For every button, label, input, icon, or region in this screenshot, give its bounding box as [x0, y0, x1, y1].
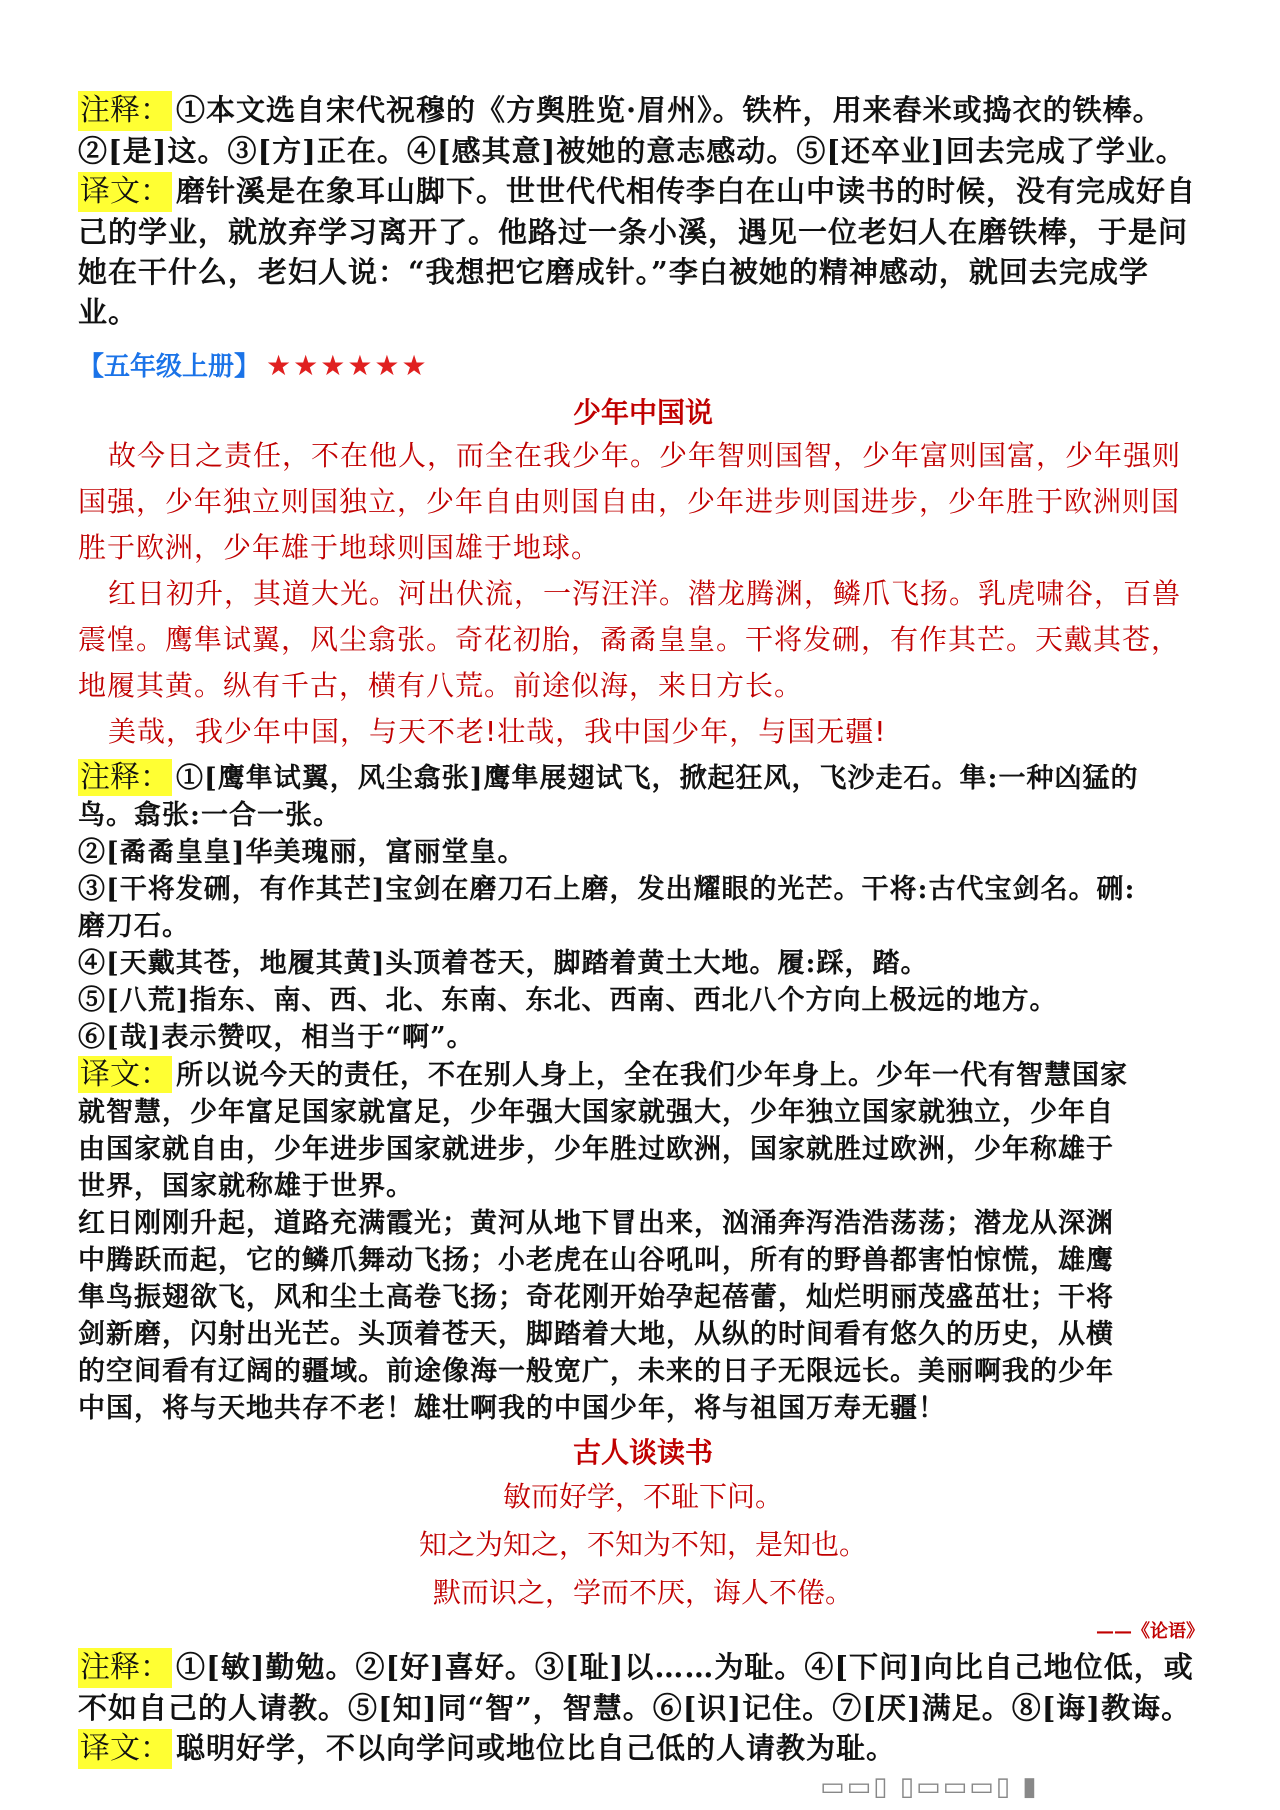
text-paragraph: 红日初升，其道大光。河出伏流，一泻汪洋。潜龙腾渊，鳞爪飞扬。乳虎啸谷，百兽震惶。鹰隼试翼，风尘翕张。奇花初胎，矞矞皇皇。干将发硎，有作其芒。天戴其苍，地履其黄。纵有千古，横有八荒。前途似海，来日方长。: [78, 577, 1182, 702]
note-line: 鸟。翕张:一合一张。: [78, 800, 341, 831]
translation-line: 就智慧，少年富足国家就富足，少年强大国家就强大，少年独立国家就独立，少年自: [78, 1097, 1114, 1128]
translation-line: [78, 1056, 1208, 1094]
note-line: 磨刀石。: [78, 911, 190, 942]
note-line: ④[天戴其苍，地履其黄]头顶着苍天，脚踏着黄土大地。履:踩，踏。: [78, 948, 929, 979]
quote-source: ——《论语》: [1096, 1621, 1204, 1642]
grade-heading: [78, 346, 1208, 387]
note-line: ②[是]这。③[方]正在。④[感其意]被她的意志感动。⑤[还卒业]回去完成了学业。: [78, 134, 1186, 168]
translation-line: 中腾跃而起，它的鳞爪舞动飞扬；小老虎在山谷吼叫，所有的野兽都害怕惊慌，雄鹰: [78, 1245, 1114, 1276]
translation-block: [78, 1056, 1208, 1427]
translation-label: 译文：: [80, 1057, 170, 1092]
note-line: ③[干将发硎，有作其芒]宝剑在磨刀石上磨，发出耀眼的光芒。干将:古代宝剑名。硎:: [78, 874, 1136, 905]
top-notes-section: [78, 90, 1208, 332]
translation-label: 译文：: [78, 1729, 172, 1769]
document-page: [78, 90, 1208, 1769]
note-text: ①[敏]勤勉。②[好]喜好。③[耻]以……为耻。④[下问]向比自己地位低，或: [176, 1650, 1194, 1684]
translation-line: 中国，将与天地共存不老！雄壮啊我的中国少年，将与祖国万寿无疆！: [78, 1393, 946, 1424]
translation-line: 她在干什么，老妇人说：“我想把它磨成针。”李白被她的精神感动，就回去完成学: [78, 255, 1149, 289]
section-title: 少年中国说: [572, 396, 713, 429]
translation-line: 隼鸟振翅欲飞，风和尘土高卷飞扬；奇花刚开始孕起蓓蕾，灿烂明丽茂盛茁壮；干将: [78, 1282, 1114, 1313]
note-line: ⑥[哉]表示赞叹，相当于“啊”。: [78, 1022, 475, 1053]
translation-line: [78, 171, 1208, 212]
notes-block: [78, 759, 1208, 1056]
note-line: [78, 1647, 1208, 1688]
note-line: [78, 90, 1208, 131]
translation-line: 红日刚刚升起，道路充满霞光；黄河从地下冒出来，汹涌奔泻浩浩荡荡；潜龙从深渊: [78, 1208, 1114, 1239]
translation-text: 所以说今天的责任，不在别人身上，全在我们少年身上。少年一代有智慧国家: [176, 1060, 1128, 1091]
translation-line: [78, 1728, 1208, 1769]
translation-line: 世界，国家就称雄于世界。: [78, 1171, 414, 1202]
note-line: ②[矞矞皇皇]华美瑰丽，富丽堂皇。: [78, 837, 526, 868]
note-line: ⑤[八荒]指东、南、西、北、东南、东北、西南、西北八个方向上极远的地方。: [78, 985, 1058, 1016]
note-label: 注释：: [80, 760, 170, 795]
shaonian-section: [78, 393, 1208, 1427]
translation-text: 磨针溪是在象耳山脚下。世世代代相传李白在山中读书的时候，没有完成好自: [176, 174, 1197, 208]
translation-line: 的空间看有辽阔的疆域。前途像海一般宽广，未来的日子无限远长。美丽啊我的少年: [78, 1356, 1114, 1387]
note-line: [78, 759, 1208, 797]
section-title: 古人谈读书: [572, 1436, 713, 1469]
text-paragraph: 美哉，我少年中国，与天不老!壮哉，我中国少年，与国无疆!: [108, 715, 887, 748]
note-text: ①本文选自宋代祝穆的《方舆胜览·眉州》。铁杵，用来舂米或捣衣的铁棒。: [176, 93, 1163, 127]
translation-line: 业。: [78, 295, 139, 329]
translation-line: 己的学业，就放弃学习离开了。他路过一条小溪，遇见一位老妇人在磨铁棒，于是问: [78, 215, 1189, 249]
grade-label: 【五年级上册】: [78, 352, 261, 382]
note-text: ①[鹰隼试翼，风尘翕张]鹰隼展翅试飞，掀起狂风，飞沙走石。隼:一种凶猛的: [176, 763, 1139, 794]
translation-line: 由国家就自由，少年进步国家就进步，少年胜过欧洲，国家就胜过欧洲，少年称雄于: [78, 1134, 1114, 1165]
watermark-icon: ▭▭▯ ▯▭▭▭▯ ▮: [820, 1772, 1039, 1802]
text-paragraph: 故今日之责任，不在他人，而全在我少年。少年智则国智，少年富则国富，少年强则国强，少年独立则国独立，少年自由则国自由，少年进步则国进步，少年胜于欧洲则国胜于欧洲，少年雄于地球则国雄于地球。: [78, 439, 1182, 564]
quote-line: 知之为知之，不知为不知，是知也。: [418, 1528, 867, 1561]
translation-line: 剑新磨，闪射出光芒。头顶着苍天，脚踏着大地，从纵的时间看有悠久的历史，从横: [78, 1319, 1114, 1350]
note-label: 注释：: [78, 1648, 172, 1688]
translation-label: 译文：: [78, 172, 172, 212]
translation-text: 聪明好学，不以向学问或地位比自己低的人请教为耻。: [176, 1731, 897, 1765]
dushu-section: [78, 1433, 1208, 1769]
quote-line: 敏而好学，不耻下问。: [502, 1480, 783, 1513]
rating-stars: ★★★★★★: [266, 349, 429, 382]
note-line: 不如自己的人请教。⑤[知]同“智”，智慧。⑥[识]记住。⑦[厌]满足。⑧[诲]教诲。: [78, 1691, 1192, 1725]
note-label: 注释：: [78, 91, 172, 131]
quote-line: 默而识之，学而不厌，诲人不倦。: [432, 1576, 853, 1609]
